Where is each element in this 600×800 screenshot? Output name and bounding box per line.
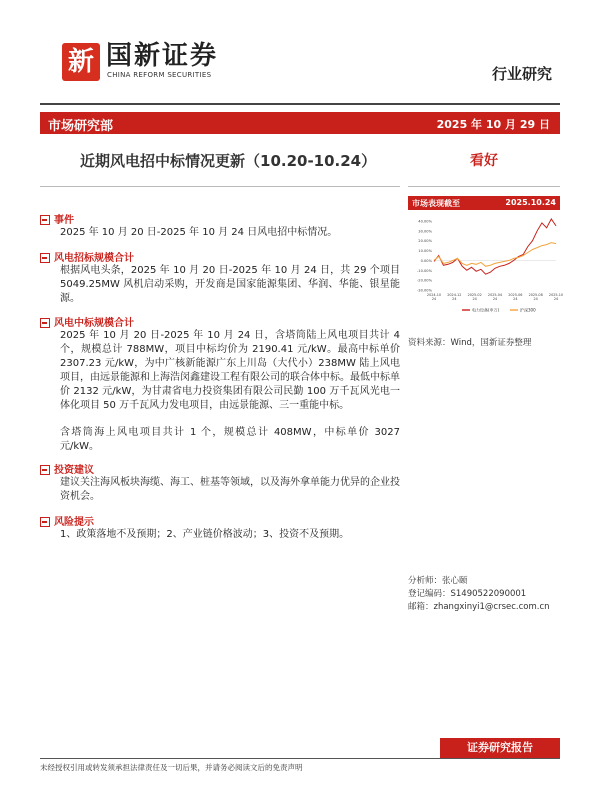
section-body-risk: 1、政策落地不及预期；2、产业链价格波动；3、投资不及预期。: [60, 529, 350, 540]
section-icon: [40, 465, 50, 475]
report-type: 行业研究: [491, 65, 552, 83]
market-performance-chart: [408, 210, 564, 318]
y-tick-label: 40.00%: [418, 219, 432, 224]
section-heading-advice: 投资建议: [40, 461, 94, 476]
department-label: 市场研究部: [48, 119, 114, 134]
chart-date: 2025.10.24: [505, 198, 556, 207]
y-tick-label: -20.00%: [417, 278, 432, 283]
section-body-award-offshore: 含塔筒海上风电项目共计 1 个，规模总计 408MW，中标单价 3027 元/kW。: [60, 427, 400, 452]
section-icon: [40, 517, 50, 527]
legend-label-0: 电力设备(申万): [472, 307, 500, 313]
disclaimer: 未经授权引用或转发须承担法律责任及一切后果，并请务必阅读文后的免责声明: [40, 763, 303, 772]
y-tick-label: 20.00%: [418, 239, 432, 244]
x-tick-label: 2025-04 24: [487, 293, 503, 301]
x-tick-label: 2025-02 24: [467, 293, 482, 301]
analyst-email[interactable]: 邮箱：zhangxinyi1@crsec.com.cn: [408, 602, 550, 612]
y-tick-label: -30.00%: [417, 288, 432, 293]
section-icon: [40, 253, 50, 263]
department-banner: [40, 112, 560, 134]
header-divider: [40, 103, 560, 105]
section-heading-risk: 风险提示: [40, 513, 94, 528]
rating-label: 看好: [470, 153, 498, 169]
section-heading-tender: 风电招标规模合计: [40, 249, 134, 264]
company-logo-mark: [62, 43, 100, 81]
series-line-0: [434, 219, 556, 274]
data-source: 资料来源：Wind，国新证券整理: [408, 338, 532, 348]
rating-divider: [408, 186, 560, 187]
section-body-tender: 根据风电头条，2025 年 10 月 20 日-2025 年 10 月 24 日，共 29 个项目 5049.25MW 风机启动采购，开发商是国家能源集团、华润、华能、银星能源。: [60, 265, 400, 304]
section-body-advice: 建议关注海风板块海缆、海工、桩基等领域，以及海外拿单能力优异的企业投资机会。: [60, 477, 400, 502]
section-heading-event: 事件: [40, 211, 74, 226]
analyst-name: 分析师：张心颐: [408, 576, 468, 586]
company-name-en: CHINA REFORM SECURITIES: [107, 71, 212, 79]
x-tick-label: 2025-10 24: [548, 293, 564, 301]
company-name-cn: 国新证券: [106, 41, 219, 71]
section-body-event: 2025 年 10 月 20 日-2025 年 10 月 24 日风电招中标情况。: [60, 227, 338, 238]
report-title: 近期风电招中标情况更新（10.20-10.24）: [80, 152, 377, 170]
section-icon: [40, 318, 50, 328]
analyst-reg-no: 登记编码：S1490522090001: [408, 589, 527, 599]
title-divider: [40, 186, 400, 187]
chart-header: [408, 196, 560, 210]
y-tick-label: -10.00%: [417, 268, 432, 273]
section-body-award: 2025 年 10 月 20 日-2025 年 10 月 24 日，含塔筒陆上风电项目共计 4 个，规模总计 788MW，项目中标均价为 2190.41 元/kW。最高中标单价 2307.23 元/kW，为中广核新能源广东上川岛（大代小）238MW 陆上风电项目，由远景能源和上海浩闵鑫建设工程有限公司的联合体中标。最低中标单价 2132 元/kW，为甘肃省电力投资集团有限公司民勤 100 万千瓦风光电一体化项目 50 万千瓦风力发电项目，由远景能源、三一重能中标。: [60, 330, 400, 411]
y-tick-label: 30.00%: [418, 229, 432, 234]
x-tick-label: 2025-06 24: [508, 293, 523, 301]
section-heading-award: 风电中标规模合计: [40, 314, 134, 329]
report-tag: 证券研究报告: [440, 738, 560, 758]
section-icon: [40, 215, 50, 225]
chart-title: 市场表现截至: [412, 199, 460, 208]
y-tick-label: 10.00%: [418, 249, 432, 254]
logo-glyph: 新: [67, 47, 94, 77]
x-tick-label: 2024-12 24: [447, 293, 462, 301]
footer-divider: [40, 758, 560, 759]
y-tick-label: 0.00%: [420, 258, 432, 263]
x-tick-label: 2025-08 24: [528, 293, 543, 301]
legend-label-1: 沪深300: [520, 307, 536, 313]
report-date: 2025 年 10 月 29 日: [436, 118, 550, 131]
x-tick-label: 2024-10 24: [426, 293, 442, 301]
